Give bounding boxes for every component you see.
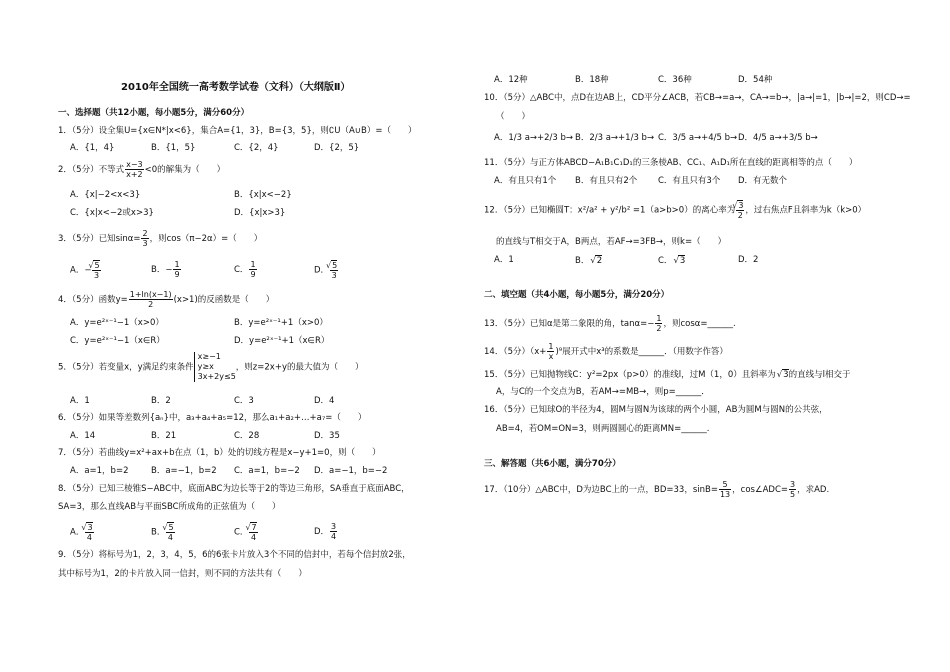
option: D．2 xyxy=(738,255,759,265)
option: B．y=e²ˣ⁻¹+1（x>0） xyxy=(234,318,328,328)
question-15: 15．（5分）已知抛物线C：y²=2px（p>0）的准线l，过M（1，0）且斜率为√ 3的直线与l相交于 xyxy=(484,369,850,381)
question-12-line2: 的直线与T相交于A，B两点，若AF→=3FB→，则k=（ ） xyxy=(496,237,727,247)
option: D．4/5 a→+3/5 b→ xyxy=(738,133,818,143)
constraint-system: x≥−1 y≥x 3x+2y≤5 xyxy=(194,352,236,382)
option: C．36种 xyxy=(658,75,692,85)
option: B．2/3 a→+1/3 b→ xyxy=(575,133,655,143)
option: D．35 xyxy=(314,431,340,441)
section-choice: 一、选择题（共12小题，每小题5分，满分60分） xyxy=(58,108,250,118)
question-7: 7．（5分）若曲线y=x²+ax+b在点（1，b）处的切线方程是x−y+1=0，则（ ） xyxy=(58,448,381,458)
option: D．4 xyxy=(314,396,335,406)
option: A．1 xyxy=(494,255,514,265)
option: C．√ 3 xyxy=(658,255,685,267)
section-fill: 二、填空题（共4小题，每小题5分，满分20分） xyxy=(484,290,670,300)
option: C． $\frac{1}{9}$ xyxy=(234,260,256,279)
question-11: 11．（5分）与正方体ABCD−A₁B₁C₁D₁的三条棱AB、CC₁、A₁D₁所在直线的距离相等的点（ ） xyxy=(484,158,858,168)
option: B．√ 2 xyxy=(575,255,602,267)
question-15-line2: A，与C的一个交点为B，若AM→=MB→，则p=______． xyxy=(496,387,710,397)
option: B．− $\frac{1}{9}$ xyxy=(151,260,180,279)
section-answer: 三、解答题（共6小题，满分70分） xyxy=(484,459,621,469)
option: C．y=e²ˣ⁻¹−1（x∈R） xyxy=(70,336,165,346)
question-12: 12．（5分）已知椭圆T：x²/a² + y²/b² =1（a>b>0）的离心率为 √ $\frac{3}{2}$ ，过右焦点F且斜率为k（k>0） xyxy=(484,200,866,220)
option: B．18种 xyxy=(575,75,609,85)
option: D．有无数个 xyxy=(738,176,788,186)
option: C． √ $\frac{7}{4}$ xyxy=(234,522,259,542)
option: B． √ $\frac{5}{4}$ xyxy=(151,522,176,542)
question-4: 4．（5分）函数y= $\frac{1+\ln(x-1)}{2}$ (x>1)的反函数是（ ） xyxy=(58,290,275,309)
option: B．21 xyxy=(151,431,177,441)
option: B．{x|x<−2} xyxy=(234,190,292,200)
option: C．28 xyxy=(234,431,260,441)
option: A．14 xyxy=(70,431,96,441)
option: C．{x|x<−2或x>3} xyxy=(70,208,154,218)
option: A．− √ $\frac{5}{3}$ xyxy=(70,260,102,280)
option: C．3 xyxy=(234,396,254,406)
option: A．{x|−2<x<3} xyxy=(70,190,141,200)
option: C．3/5 a→+4/5 b→ xyxy=(658,133,738,143)
option: A．{1，4} xyxy=(70,143,115,153)
question-6: 6．（5分）如果等差数列{aₙ}中，a₃+a₄+a₅=12，那么a₁+a₂+…+a₇=（ ） xyxy=(58,413,367,423)
option: D． √ $\frac{5}{3}$ xyxy=(314,260,339,280)
option: A．1 xyxy=(70,396,90,406)
option: A．有且只有1个 xyxy=(494,176,557,186)
question-10-line2: （ ） xyxy=(496,112,531,122)
option: D．54种 xyxy=(738,75,773,85)
question-16-line2: AB=4，若OM=ON=3，则两圆圆心的距离MN=______. xyxy=(496,424,710,434)
question-2: 2．（5分）不等式 $\frac{x-3}{x+2}$ <0的解集为（ ） xyxy=(58,160,226,179)
question-1: 1．（5分）设全集U={x∈N*|x<6}，集合A={1，3}，B={3，5}，则∁U（A∪B）=（ ） xyxy=(58,126,417,136)
option: C．有且只有3个 xyxy=(658,176,721,186)
option: B．2 xyxy=(151,396,171,406)
page-title: 2010年全国统一高考数学试卷（文科）（大纲版Ⅱ） xyxy=(121,82,351,93)
option: D．{x|x>3} xyxy=(234,208,286,218)
option: B．{1，5} xyxy=(151,143,196,153)
option: C．{2，4} xyxy=(234,143,279,153)
question-16: 16．（5分）已知球O的半径为4，圆M与圆N为该球的两个小圆，AB为圆M与圆N的公共弦， xyxy=(484,405,828,415)
question-8-line2: SA=3，那么直线AB与平面SBC所成角的正弦值为（ ） xyxy=(58,502,281,512)
option: A． √ $\frac{3}{4}$ xyxy=(70,522,95,542)
option: A．1/3 a→+2/3 b→ xyxy=(494,133,574,143)
question-3: 3．（5分）已知sinα= $\frac{2}{3}$ ，则cos（π−2α）=（ ） xyxy=(58,229,263,248)
question-14: 14．（5分）（x+ $\frac{1}{x}$ )⁹展开式中x³的系数是______．（用数字作答） xyxy=(484,342,728,361)
question-9-line2: 其中标号为1，2的卡片放入同一信封，则不同的方法共有（ ） xyxy=(58,569,307,579)
option: B．a=−1，b=2 xyxy=(151,466,217,476)
question-9: 9．（5分）将标号为1，2，3，4，5，6的6张卡片放入3个不同的信封中，若每个信封放2张， xyxy=(58,550,411,560)
option: C．a=1，b=−2 xyxy=(234,466,300,476)
option: D．y=e²ˣ⁻¹+1（x∈R） xyxy=(234,336,330,346)
option: A．y=e²ˣ⁻¹−1（x>0） xyxy=(70,318,164,328)
question-5: 5．（5分）若变量x，y满足约束条件 x≥−1 y≥x 3x+2y≤5 ，则z=2x+y的最大值为（ ） xyxy=(58,352,364,381)
question-10: 10．（5分）△ABC中，点D在边AB上，CD平分∠ACB，若CB→=a→，CA→=b→，|a→|=1，|b→|=2，则CD→= xyxy=(484,93,911,103)
question-8: 8．（5分）已知三棱锥S−ABC中，底面ABC为边长等于2的等边三角形，SA垂直于底面ABC， xyxy=(58,484,410,494)
option: B．有且只有2个 xyxy=(575,176,638,186)
option: A．a=1，b=2 xyxy=(70,466,129,476)
question-17: 17．（10分）△ABC中，D为边BC上的一点，BD=33，sinB= $\frac{5}{13}$ ，cos∠ADC= $\frac{3}{5}$ ，求AD. xyxy=(484,480,830,499)
option: D．a=−1，b=−2 xyxy=(314,466,388,476)
option: D． $\frac{3}{4}$ xyxy=(314,522,337,541)
question-13: 13．（5分）已知α是第二象限的角，tanα=− $\frac{1}{2}$ ，则cosα=______. xyxy=(484,314,736,333)
option: D．{2，5} xyxy=(314,143,360,153)
option: A．12种 xyxy=(494,75,528,85)
